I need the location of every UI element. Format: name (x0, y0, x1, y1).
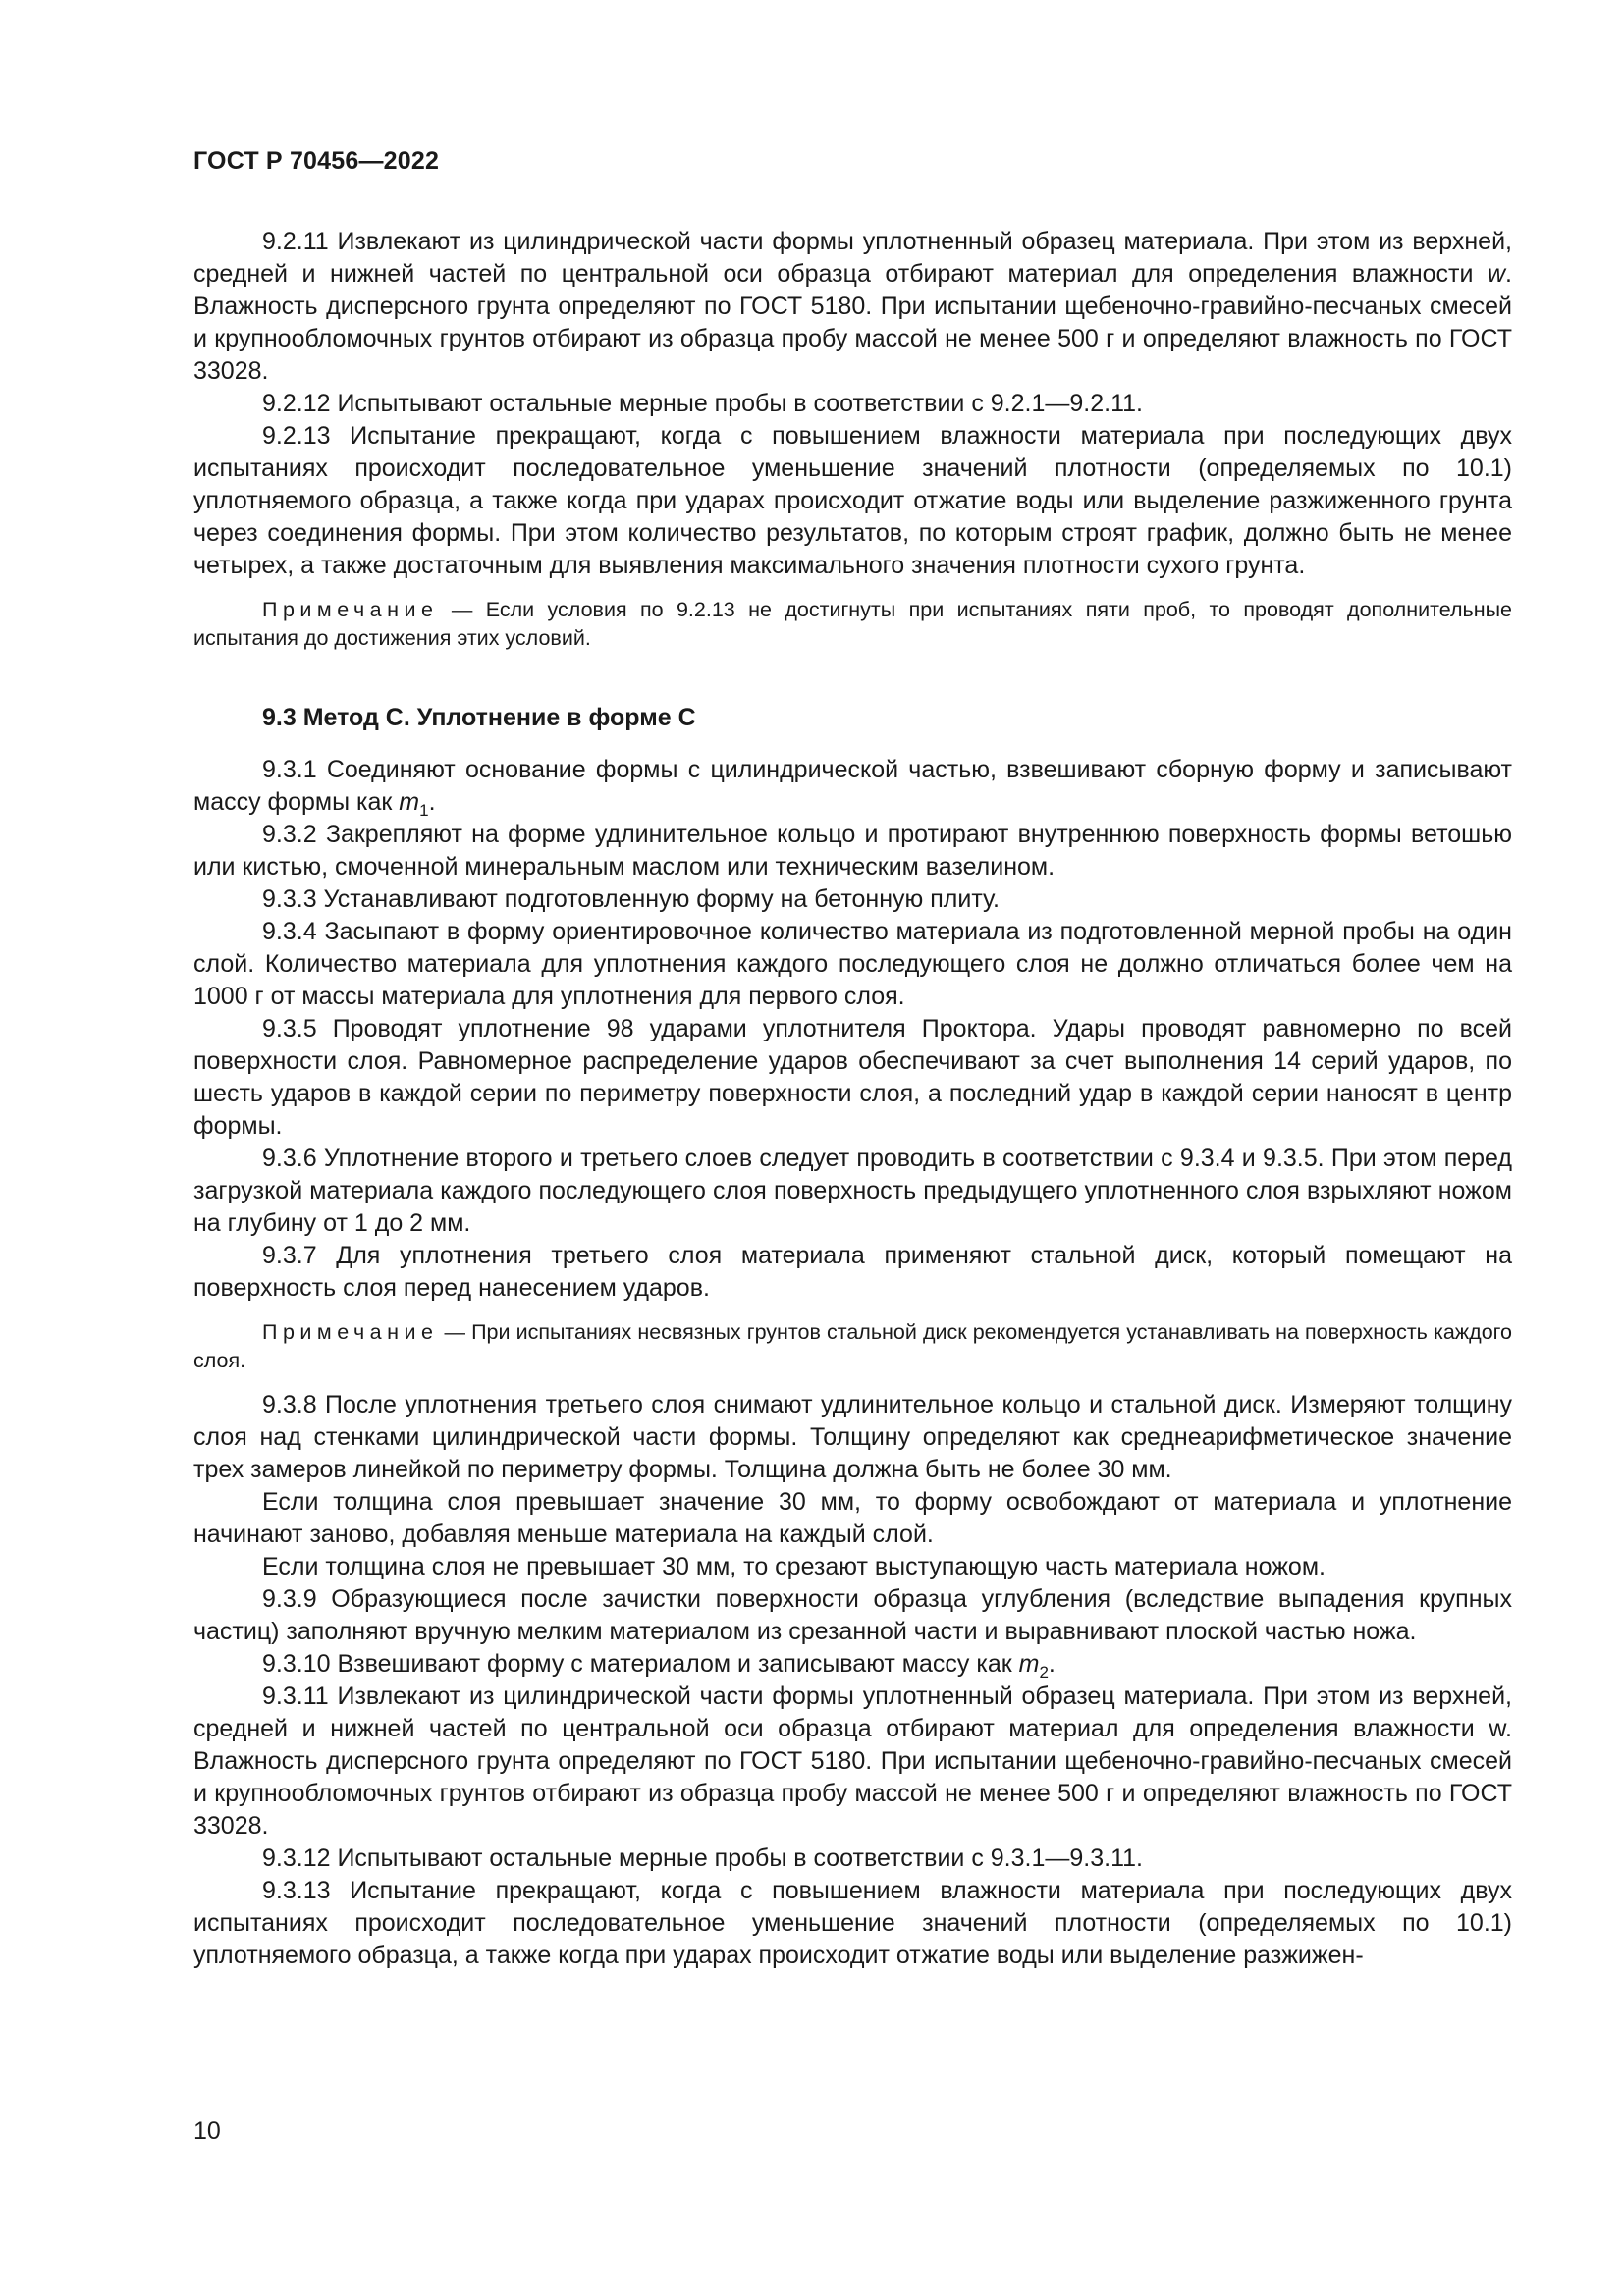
paragraph-9-3-6: 9.3.6 Уплотнение второго и третьего слоев следует проводить в соответствии с 9.3.4 и 9.3.5. При этом перед загрузкой материала каждого последующего слоя поверхность предыдущего уплотненного слоя взрыхляют ножом на глубину от 1 до 2 мм. (193, 1145, 1512, 1237)
note-label: Примечание (262, 1320, 439, 1344)
note-label: Примечание (262, 598, 439, 621)
subscript: 2 (1039, 1663, 1049, 1682)
note-1: Примечание — Если условия по 9.2.13 не достигнуты при испытаниях пяти проб, то проводят дополнительные испытания до достижения этих условий. (193, 598, 1512, 650)
subscript: 1 (419, 801, 429, 820)
paragraph-9-3-2: 9.3.2 Закрепляют на форме удлинительное кольцо и протирают внутреннюю поверхность формы ветошью или кистью, смоченной минеральным маслом или техническим вазелином. (193, 821, 1512, 881)
paragraph-9-3-8-b: Если толщина слоя превышает значение 30 мм, то форму освобождают от материала и уплотнение начинают заново, добавляя меньше материала на каждый слой. (193, 1488, 1512, 1548)
document-page (193, 0, 1512, 2296)
paragraph-9-3-10: 9.3.10 Взвешивают форму с материалом и записывают массу как $m_2$. (262, 1650, 1056, 1682)
paragraph-9-3-3: 9.3.3 Устанавливают подготовленную форму на бетонную плиту. (262, 885, 1000, 913)
document-body (193, 226, 1512, 1972)
paragraph-9-3-8: 9.3.8 После уплотнения третьего слоя снимают удлинительное кольцо и стальной диск. Измеряют толщину слоя над стенками цилиндрической части формы. Толщину определяют как среднеарифметическое значение трех замеров линейкой по периметру формы. Толщина должна быть не более 30 мм. (193, 1391, 1512, 1483)
page-number: 10 (193, 2117, 221, 2145)
variable-m: m (399, 788, 420, 816)
paragraph-9-3-5: 9.3.5 Проводят уплотнение 98 ударами уплотнителя Проктора. Удары проводят равномерно по всей поверхности слоя. Равномерное распределение ударов обеспечивают за счет выполнения 14 серий ударов, по шесть ударов в каждой серии по периметру поверхности слоя, а последний удар в каждой серии наносят в центр формы. (193, 1015, 1512, 1140)
paragraph-9-3-13: 9.3.13 Испытание прекращают, когда с повышением влажности материала при последующих двух испытаниях происходит последовательное уменьшение значений плотности (определяемых по 10.1) уплотняемого образца, а также когда при ударах происходит отжатие воды или выделение разжижен- (193, 1877, 1512, 1969)
paragraph-9-3-12: 9.3.12 Испытывают остальные мерные пробы в соответствии с 9.3.1—9.3.11. (262, 1844, 1143, 1872)
paragraph-9-3-1: 9.3.1 Соединяют основание формы с цилиндрической частью, взвешивают сборную форму и записывают массу формы как $m_1$. (193, 756, 1512, 820)
variable-m: m (1018, 1650, 1040, 1678)
variable-w: w (1487, 260, 1506, 288)
document-header: ГОСТ Р 70456—2022 (193, 147, 440, 175)
paragraph-9-3-4: 9.3.4 Засыпают в форму ориентировочное количество материала из подготовленной мерной пробы на один слой. Количество материала для уплотнения каждого последующего слоя не должно отличаться более чем на 1000 г от массы материала для уплотнения для первого слоя. (193, 918, 1512, 1010)
paragraph-9-3-11: 9.3.11 Извлекают из цилиндрической части формы уплотненный образец материала. При этом из верхней, средней и нижней частей по центральной оси образца отбирают материал для определения влажности w. Влажность дисперсного грунта определяют по ГОСТ 5180. При испытании щебеночно-гравийно-песчаных смесей и крупнообломочных грунтов отбирают из образца пробу массой не менее 500 г и определяют влажность по ГОСТ 33028. (193, 1682, 1512, 1840)
paragraph-9-2-11: 9.2.11 Извлекают из цилиндрической части формы уплотненный образец материала. При этом из верхней, средней и нижней частей по центральной оси образца отбирают материал для определения влажности w. Влажность дисперсного грунта определяют по ГОСТ 5180. При испытании щебеночно-гравийно-песчаных смесей и крупнообломочных грунтов отбирают из образца пробу массой не менее 500 г и определяют влажность по ГОСТ 33028. (193, 228, 1512, 385)
paragraph-9-3-9: 9.3.9 Образующиеся после зачистки поверхности образца углубления (вследствие выпадения крупных частиц) заполняют вручную мелким материалом из срезанной части и выравнивают плоской частью ножа. (193, 1585, 1512, 1645)
note-2: Примечание — При испытаниях несвязных грунтов стальной диск рекомендуется устанавливать на поверхность каждого слоя. (193, 1320, 1512, 1372)
section-heading-9-3: 9.3 Метод С. Уплотнение в форме С (262, 704, 696, 731)
paragraph-9-3-8-c: Если толщина слоя не превышает 30 мм, то срезают выступающую часть материала ножом. (262, 1553, 1326, 1580)
paragraph-9-3-7: 9.3.7 Для уплотнения третьего слоя материала применяют стальной диск, который помещают на поверхность слоя перед нанесением ударов. (193, 1242, 1512, 1302)
paragraph-9-2-12: 9.2.12 Испытывают остальные мерные пробы в соответствии с 9.2.1—9.2.11. (262, 390, 1143, 417)
paragraph-9-2-13: 9.2.13 Испытание прекращают, когда с повышением влажности материала при последующих двух испытаниях происходит последовательное уменьшение значений плотности (определяемых по 10.1) уплотняемого образца, а также когда при ударах происходит отжатие воды или выделение разжиженного грунта через соединения формы. При этом количество результатов, по которым строят график, должно быть не менее четырех, а также достаточным для выявления максимального значения плотности сухого грунта. (193, 422, 1512, 579)
